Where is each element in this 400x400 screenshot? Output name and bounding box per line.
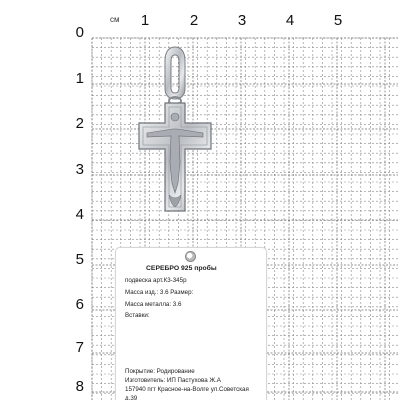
ruler-unit-label: см [110,15,120,24]
ruler-x-label-2: 2 [189,12,199,29]
tag-line-article: подвеска арт.К3-345р [125,277,187,284]
ruler-y-label-1: 1 [75,70,84,87]
ruler-y-label-0: 0 [75,24,84,41]
ruler-y-label-5: 5 [75,251,84,268]
tag-line-inserts: Вставки: [125,312,150,319]
tag-line-address: 157940 пгт Красное-на-Волге ул.Советская [125,386,249,393]
ruler-x-label-5: 5 [333,12,343,29]
ruler-x-label-1: 1 [140,12,150,29]
ruler-y-label-8: 8 [75,378,84,395]
pendant-bail [165,47,185,99]
ruler-y-label-7: 7 [75,339,84,356]
tag-line-metal: СЕРЕБРО 925 пробы [146,265,217,272]
tag-line-coating: Покрытие: Родирование [125,368,195,375]
ruler-y-label-2: 2 [75,115,84,132]
tag-line-house: д.39 [125,395,138,400]
ruler-y-label-3: 3 [75,161,84,178]
ruler-y-label-6: 6 [75,296,84,313]
ruler-y-label-4: 4 [75,206,84,223]
tag-line-manufacturer: Изготовитель: ИП Пастухова Ж.А [125,377,221,384]
product-tag [115,247,267,400]
ruler-x-label-3: 3 [237,12,247,29]
tag-line-metal-mass: Масса металла: 3.6 [125,301,182,308]
crucifix-pendant [125,45,225,265]
tag-line-mass: Масса изд.: 3.6 Размер: [125,289,194,296]
ruler-x-label-4: 4 [285,12,295,29]
